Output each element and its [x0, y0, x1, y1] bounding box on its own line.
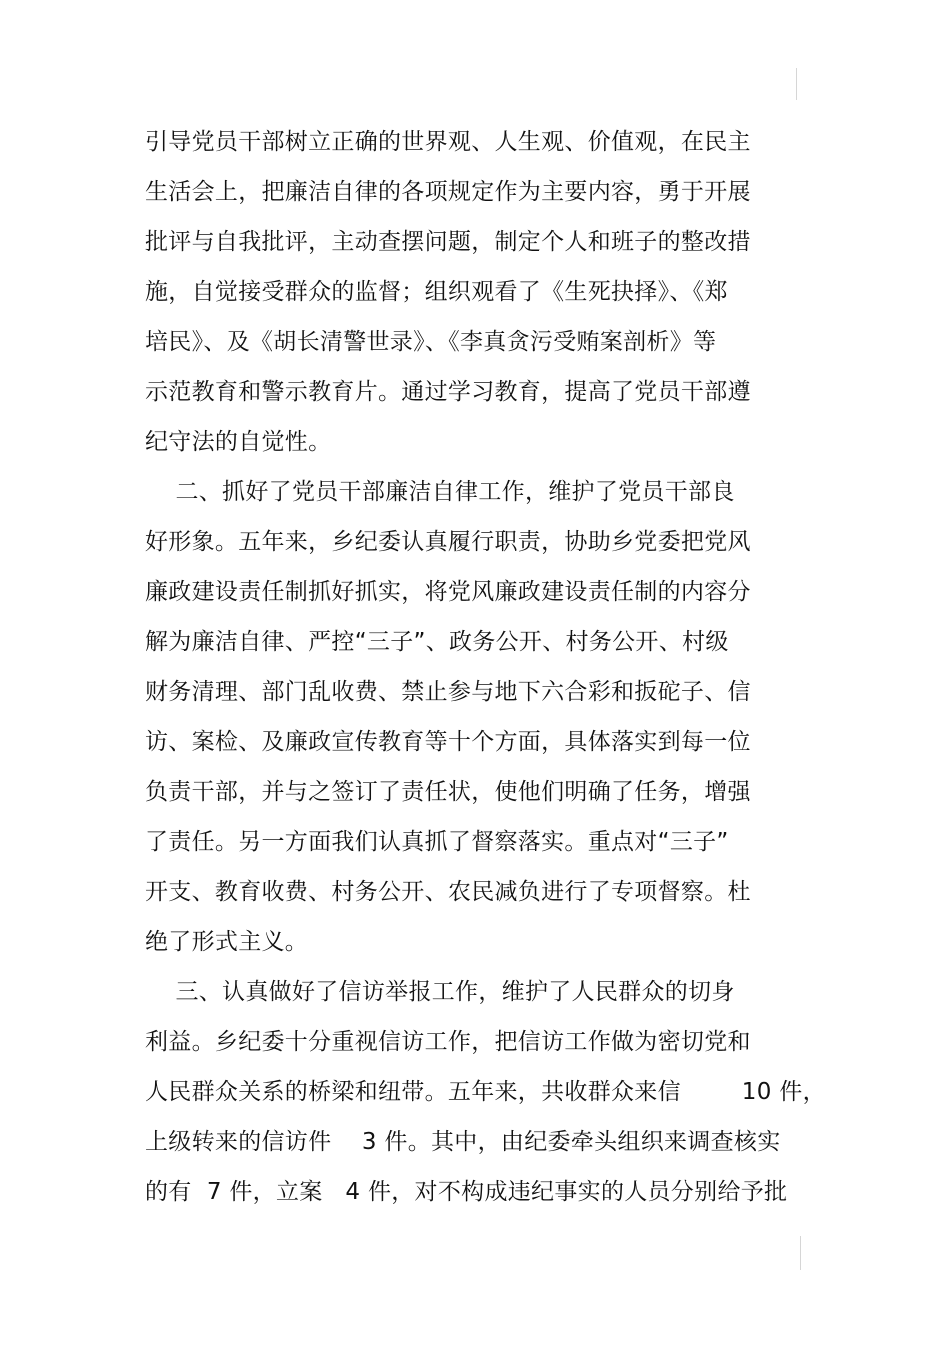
page-margin-mark — [796, 68, 797, 100]
text-line: 引导党员干部树立正确的世界观、人生观、价值观，在民主 — [145, 129, 751, 155]
text-line: 二、抓好了党员干部廉洁自律工作，维护了党员干部良 — [145, 479, 735, 505]
text-line: 解为廉洁自律、严控“三子”、政务公开、村务公开、村级 — [145, 629, 729, 655]
text-line: 访、案检、及廉政宣传教育等十个方面，具体落实到每一位 — [145, 729, 751, 755]
text-line: 廉政建设责任制抓好抓实，将党风廉政建设责任制的内容分 — [145, 579, 751, 605]
text-line: 绝了形式主义。 — [145, 929, 309, 955]
text-line: 三、认真做好了信访举报工作，维护了人民群众的切身 — [145, 979, 735, 1005]
text-line: 利益。乡纪委十分重视信访工作，把信访工作做为密切党和 — [145, 1029, 751, 1055]
text-line: 的有 7 件，立案 4 件，对不构成违纪事实的人员分别给予批 — [145, 1179, 788, 1205]
text-line: 了责任。另一方面我们认真抓了督察落实。重点对“三子” — [145, 829, 729, 855]
text-line: 好形象。五年来，乡纪委认真履行职责，协助乡党委把党风 — [145, 529, 751, 555]
text-line: 人民群众关系的桥梁和纽带。五年来，共收群众来信 10 件， — [145, 1079, 826, 1105]
text-line: 纪守法的自觉性。 — [145, 429, 332, 455]
text-line: 财务清理、部门乱收费、禁止参与地下六合彩和扳砣子、信 — [145, 679, 751, 705]
text-line: 批评与自我批评，主动查摆问题，制定个人和班子的整改措 — [145, 229, 751, 255]
text-line: 示范教育和警示教育片。通过学习教育，提高了党员干部遵 — [145, 379, 751, 405]
text-line: 生活会上，把廉洁自律的各项规定作为主要内容，勇于开展 — [145, 179, 751, 205]
text-line: 开支、教育收费、村务公开、农民减负进行了专项督察。杜 — [145, 879, 751, 905]
text-line: 施，自觉接受群众的监督；组织观看了《生死抉择》、《郑 — [145, 279, 728, 305]
text-line: 培民》、及《胡长清警世录》、《李真贪污受贿案剖析》等 — [145, 329, 717, 355]
page-margin-mark — [800, 1236, 801, 1270]
text-line: 上级转来的信访件 3 件。其中，由纪委牵头组织来调查核实 — [145, 1129, 781, 1155]
text-line: 负责干部，并与之签订了责任状，使他们明确了任务，增强 — [145, 779, 751, 805]
